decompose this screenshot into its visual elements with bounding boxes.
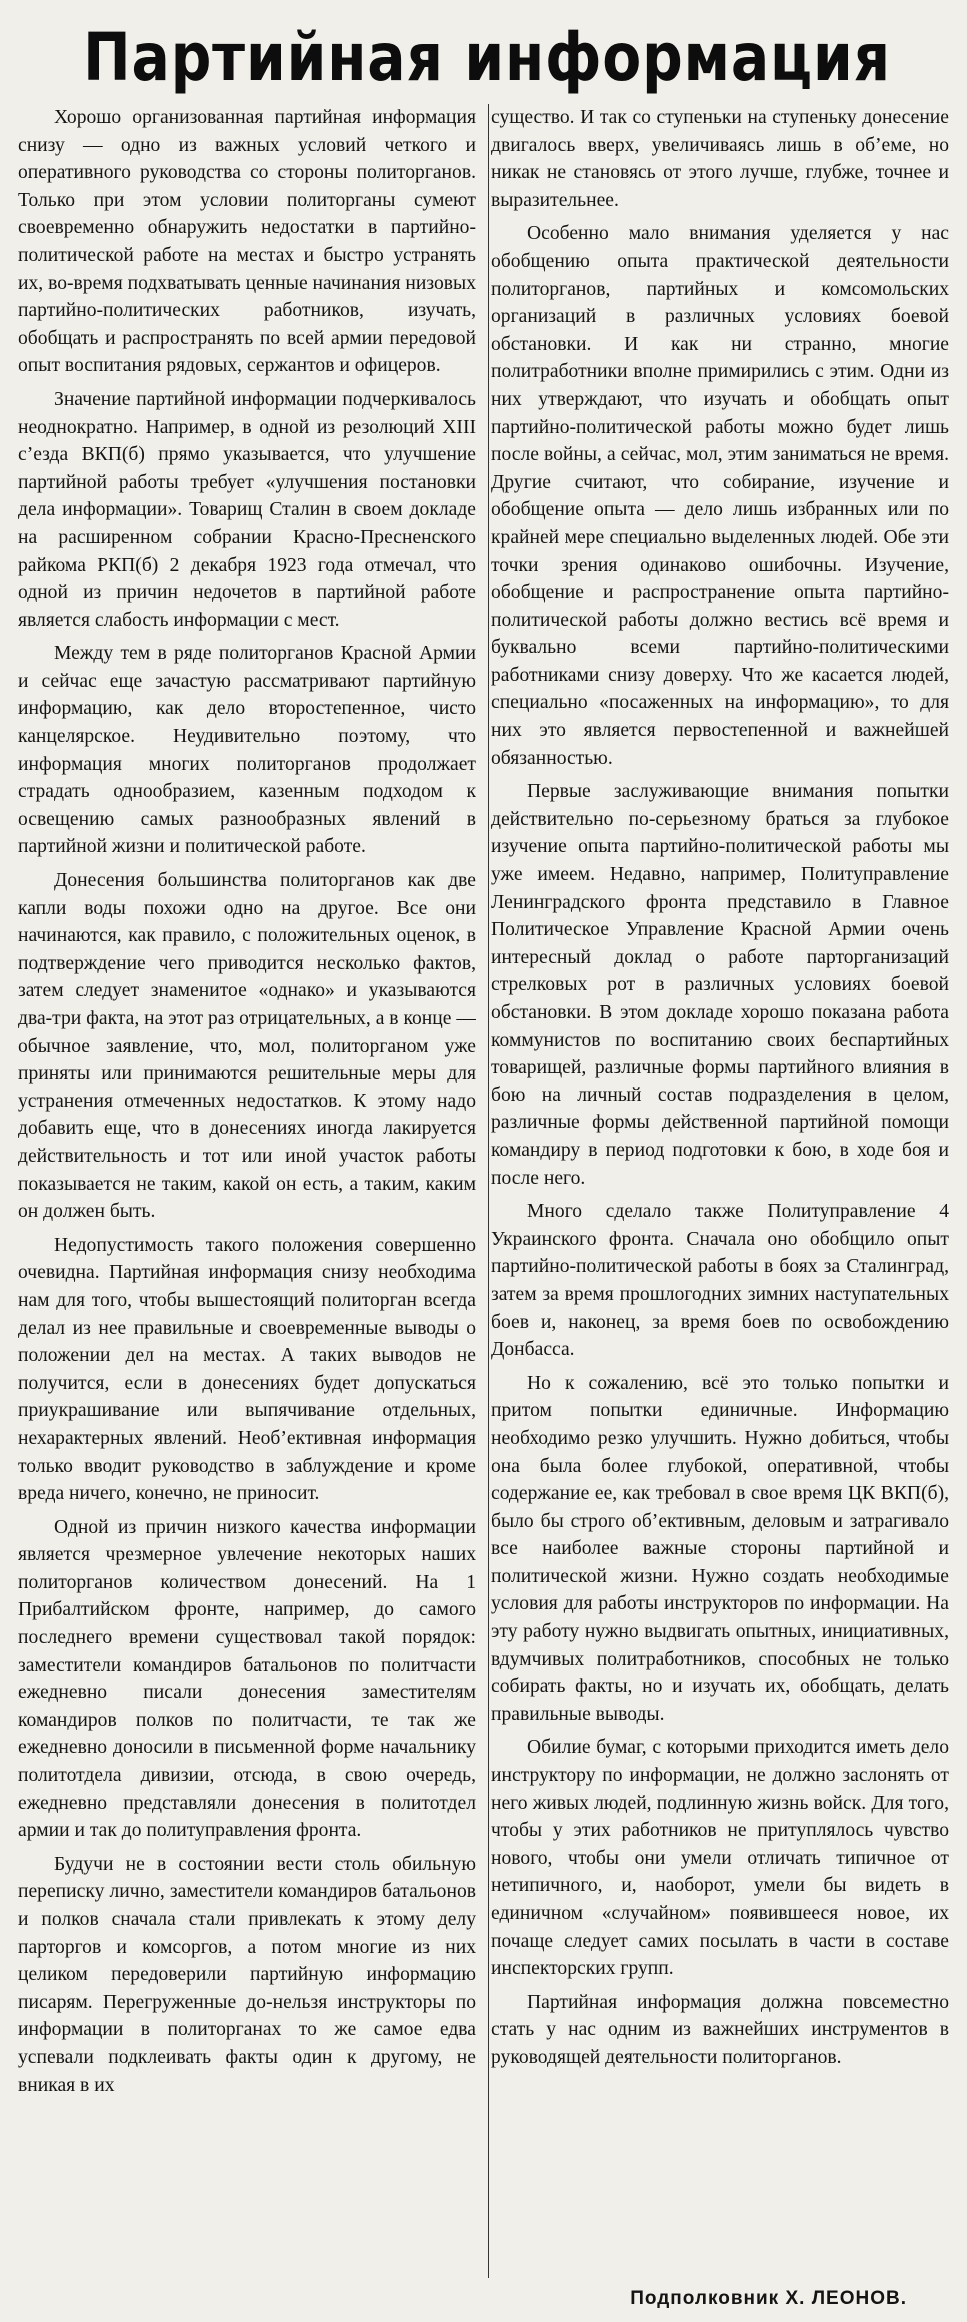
paragraph: Будучи не в состоянии вести столь обильную переписку лично, заместители командиров батальонов и полков сначала стали привлекать к этому делу парторгов и комсоргов, а потом многие из них целиком передоверили партийную информацию писарям. Перегруженные до-нельзя инструкторы по информации в политорганах то же самое едва успевали подклеивать факты один к другому, не вникая в их [18, 1853, 476, 2096]
paragraph: Но к сожалению, всё это только попытки и притом попытки единичные. Информацию необходимо резко улучшить. Нужно добиться, чтобы она была более глубокой, оперативной, чтобы содержание ее, как требовал в свое время ЦК ВКП(б), было бы строго об’ективным, деловым и затрагивало все наиболее важные стороны партийной и политической жизни. Нужно создать необходимые условия для работы инструкторов по информации. На эту работу нужно выдвигать опытных, инициативных, вдумчивых политработников, способных не только собирать факты, но и изучать их, обобщать, делать правильные выводы. [491, 1372, 949, 1725]
column-divider [488, 104, 489, 2278]
paragraph: Первые заслуживающие внимания попытки действительно по-серьезному браться за глубокое изучение опыта партийно-политической работы мы уже имеем. Недавно, например, Политуправление Ленинградского фронта представило в Главное Политическое Управление Красной Армии очень интересный доклад о работе парторганизаций стрелковых рот в различных условиях боевой обстановки. В этом докладе хорошо показана работа коммунистов по воспитанию своих беспартийных товарищей, различные формы партийного влияния в бою на личный состав подразделения в целом, различные формы действенной партийной помощи командиру в период подготовки к бою, в ходе боя и после него. [491, 781, 949, 1189]
article-column-left [18, 104, 476, 2274]
paragraph: Хорошо организованная партийная информация снизу — одно из важных условий четкого и оперативного руководства со стороны политорганов. Только при этом условии политорганы сумеют своевременно обнаружить недостатки в партийно-политической работе на местах и быстро устранять их, во-время подхватывать ценные начинания низовых партийно-политических работников, изучать, обобщать и распространять по всей армии передовой опыт воспитания рядовых, сержантов и офицеров. [18, 107, 476, 377]
paragraph: Партийная информация должна повсеместно стать у нас одним из важнейших инструментов в руководящей деятельности политорганов. [491, 1991, 949, 2068]
paragraph-continued: существо. И так со ступеньки на ступеньку донесение двигалось вверх, увеличиваясь лишь в об’еме, но никак не становясь от этого лучше, глубже, точнее и выразительнее. [491, 107, 949, 211]
article-body [18, 104, 949, 2274]
headline: Партийная информация [83, 19, 891, 96]
paragraph: Значение партийной информации подчеркивалось неоднократно. Например, в одной из резолюций XIII с’езда ВКП(б) прямо указывается, что улучшение партийной работы требует «улучшения постановки дела информации». Товарищ Сталин в своем докладе на расширенном собрании Красно-Пресненского райкома РКП(б) 2 декабря 1923 года отмечал, что одной из причин недочетов в партийной работе является слабость информации с мест. [18, 388, 476, 631]
paragraph: Донесения большинства политорганов как две капли воды похожи одно на другое. Все они начинаются, как правило, с положительных оценок, в подтверждение чего приводится несколько фактов, затем следует знаменитое «однако» и указываются два-три факта, на этот раз отрицательных, а в конце — обычное заявление, что, мол, политорганом уже приняты или принимаются решительные меры для устранения отмеченных недостатков. К этому надо добавить еще, что в донесениях иногда лакируется действительность и тот или иной участок работы показывается не таким, какой он есть, а таким, каким он должен быть. [18, 870, 476, 1223]
author-signature: Подполковник Х. ЛЕОНОВ. [630, 2288, 907, 2309]
paragraph: Между тем в ряде политорганов Красной Армии и сейчас еще зачастую рассматривают партийную информацию, как дело второстепенное, чисто канцелярское. Неудивительно поэтому, что информация многих политорганов продолжает страдать однообразием, казенным подходом к освещению самых разнообразных явлений в партийной жизни и политической работе. [18, 643, 476, 858]
paragraph: Особенно мало внимания уделяется у нас обобщению опыта практической деятельности политорганов, партийных и комсомольских организаций в различных условиях боевой обстановки. И как ни странно, многие политработники вполне примирились с этим. Одни из них утверждают, что изучать и обобщать опыт партийно-политической работы можно будет лишь после войны, а сейчас, мол, этим заниматься не время. Другие считают, что собирание, изучение и обобщение опыта — дело лишь избранных или по крайней мере специально выделенных людей. Обе эти точки зрения одинаково ошибочны. Изучение, обобщение и распространение опыта партийно-политической работы должно вестись всё время и буквально всеми партийно-политическими работниками снизу доверху. Что же касается людей, специально «посаженных на информацию», то для них это является первостепенной и важнейшей обязанностью. [491, 223, 949, 769]
paragraph: Одной из причин низкого качества информации является чрезмерное увлечение некоторых наших политорганов количеством донесений. На 1 Прибалтийском фронте, например, до самого последнего времени существовал такой порядок: заместители командиров батальонов по политчасти ежедневно писали донесения заместителям командиров полков по политчасти, те так же ежедневно доносили в письменной форме начальнику политотдела дивизии, отсюда, в свою очередь, ежедневно представляли донесения в политотдел армии и так до политуправления фронта. [18, 1516, 476, 1842]
paragraph: Обилие бумаг, с которыми приходится иметь дело инструктору по информации, не должно заслонять от него живых людей, подлинную жизнь войск. Для того, чтобы у этих работников не притуплялось чувство нового, чтобы они умели отличать типичное от нетипичного, и, наоборот, умели бы видеть в единичном «случайном» появившееся новое, их почаще следует самих посылать в части в составе инспекторских групп. [491, 1737, 949, 1980]
paragraph: Недопустимость такого положения совершенно очевидна. Партийная информация снизу необходима нам для того, чтобы вышестоящий политорган всегда делал из нее правильные и своевременные выводы о положении дел на местах. А таких выводов не получится, если в донесениях будет допускаться приукрашивание или выпячивание отдельных, нехарактерных явлений. Необ’ективная информация только вводит руководство в заблуждение и кроме вреда ничего, конечно, не приносит. [18, 1234, 476, 1505]
article-column-right [491, 104, 949, 2274]
paragraph: Много сделало также Политуправление 4 Украинского фронта. Сначала оно обобщило опыт партийно-политической работы в боях за Сталинград, затем за время прошлогодних зимних наступательных боев и, наконец, за время боев по освобождению Донбасса. [491, 1201, 949, 1361]
